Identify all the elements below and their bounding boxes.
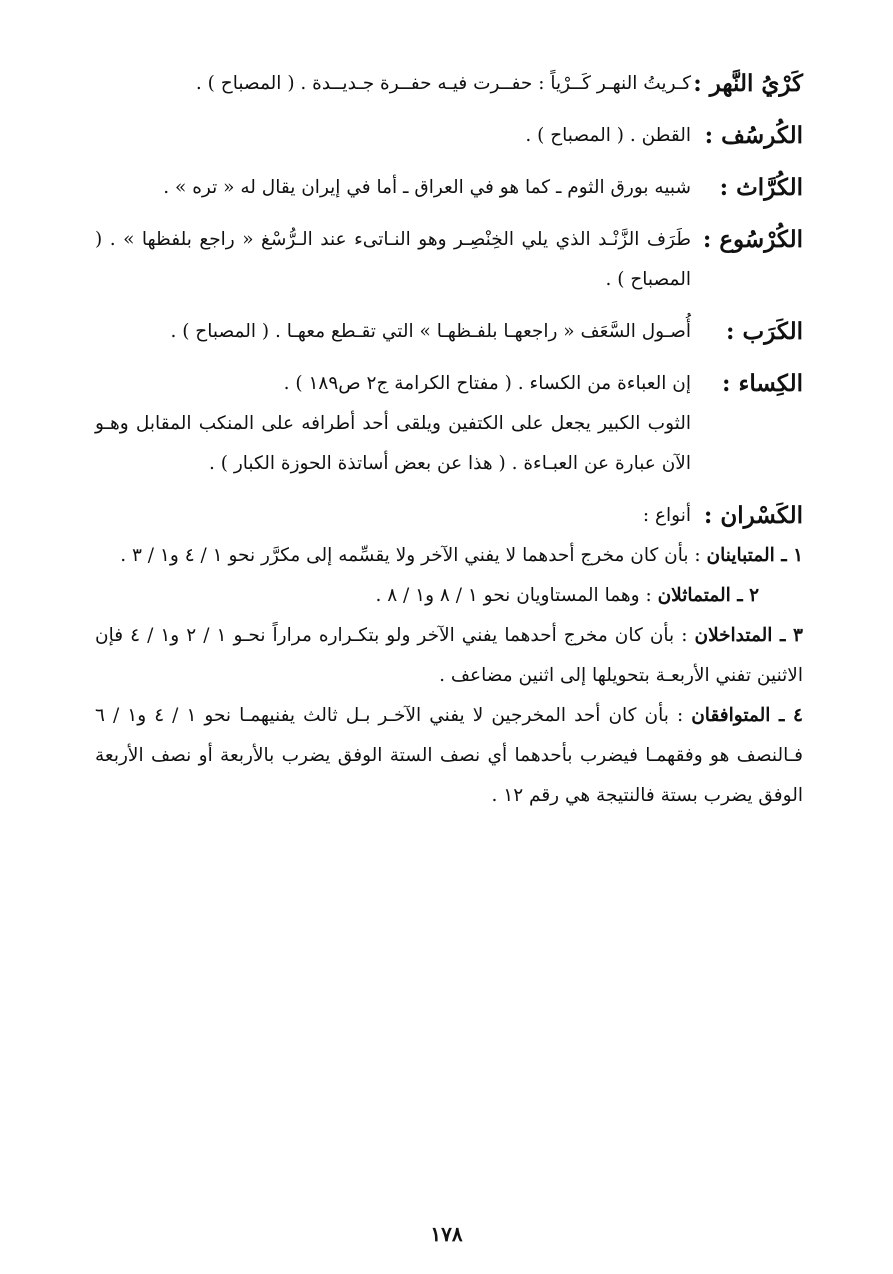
kind-paragraph <box>95 536 803 576</box>
definition-paragraph: أنواع : <box>642 505 691 526</box>
entry-term: الكُرْسُوع : <box>702 226 803 253</box>
definition-paragraph: أُصـول السَّعَف « راجعهـا بلفـظهـا » التي تقـطع معهـا . ( المصباح ) . <box>170 321 691 342</box>
entry-definition <box>95 168 691 208</box>
entry-term: الكَرَب : <box>726 318 803 345</box>
page-number: ١٧٨ <box>430 1222 463 1246</box>
definition-paragraph: كـريتُ النهـر كَــرْياً : حفــرت فيـه حفــرة جـديــدة . ( المصباح ) . <box>195 73 691 94</box>
definition-paragraph: إن العباءة من الكساء . ( مفتاح الكرامة ج٢ ص١٨٩ ) . <box>283 373 691 394</box>
definition-paragraph: القطن . ( المصباح ) . <box>525 125 691 146</box>
entry-definition <box>95 496 691 536</box>
entry-definition <box>95 364 691 484</box>
kind-text: : بأن كان أحد المخرجين لا يفني الآخـر بـل ثالث يفنيهمـا نحو ١ / ٤ و١ / ٦ فـالنصف هو وفقهمـا فيضرب بأحدهما أي نصف الستة الوفق يضرب بالأربعة أو نصف الأربعة الوفق يضرب بستة فالنتيجة هي رقم ١٢ . <box>95 705 803 806</box>
dictionary-entry-karyu-al-nahr <box>95 64 803 104</box>
definition-paragraph: شبيه بورق الثوم ـ كما هو في العراق ـ أما في إيران يقال له « تره » . <box>163 177 691 198</box>
definition-paragraph: الثوب الكبير يجعل على الكتفين ويلقى أحد أطرافه على المنكب المقابل وهـو الآن عبارة عن العبـاءة . ( هذا عن بعض أساتذة الحوزة الكبار ) . <box>95 413 691 474</box>
entry-term: الكِساء : <box>722 370 803 397</box>
entry-term: الكُرَّاث : <box>719 174 803 201</box>
dictionary-entry-al-kursuf <box>95 116 803 156</box>
dictionary-entry-al-kisa <box>95 364 803 484</box>
dictionary-entry-al-kasran <box>95 496 803 536</box>
entry-definition <box>95 64 691 104</box>
definition-paragraph: طَرَف الزَّنْـد الذي يلي الخِنْصِـر وهو النـاتىء عند الـرُّسْغ « راجع بلفظها » . ( المصباح ) . <box>95 229 691 290</box>
dictionary-entry-al-kursu <box>95 220 803 300</box>
dictionary-entry-al-karab <box>95 312 803 352</box>
kind-label: ٣ ـ المتداخلان <box>694 625 803 646</box>
page-content <box>95 64 803 816</box>
kind-paragraph <box>95 616 803 696</box>
entry-definition <box>95 116 691 156</box>
kind-label: ٤ ـ المتوافقان <box>691 705 803 726</box>
entry-definition <box>95 220 691 300</box>
entry-definition <box>95 312 691 352</box>
kind-paragraph <box>95 696 803 816</box>
kind-text: : وهما المستاويان نحو ١ / ٨ و١ / ٨ . <box>375 585 658 606</box>
kind-label: ١ ـ المتباينان <box>706 545 803 566</box>
dictionary-entry-al-kurrath <box>95 168 803 208</box>
entry-term: الكَسْران : <box>703 502 803 529</box>
kind-text: : بأن كان مخرج أحدهما يفني الآخر ولو بتكـراره مراراً نحـو ١ / ٢ و١ / ٤ فإن الاثنين تفني الأربعـة بتحويلها إلى اثنين مضاعف . <box>95 625 803 686</box>
kind-text: : بأن كان مخرج أحدهما لا يفني الآخر ولا يقسِّمه إلى مكرَّر نحو ١ / ٤ و١ / ٣ . <box>120 545 707 566</box>
entry-term: الكُرسُف : <box>704 122 803 149</box>
kind-label: ٢ ـ المتماثلان <box>657 585 759 606</box>
kind-paragraph <box>95 576 803 616</box>
entry-term: كَرْيُ النَّهر : <box>693 70 803 97</box>
